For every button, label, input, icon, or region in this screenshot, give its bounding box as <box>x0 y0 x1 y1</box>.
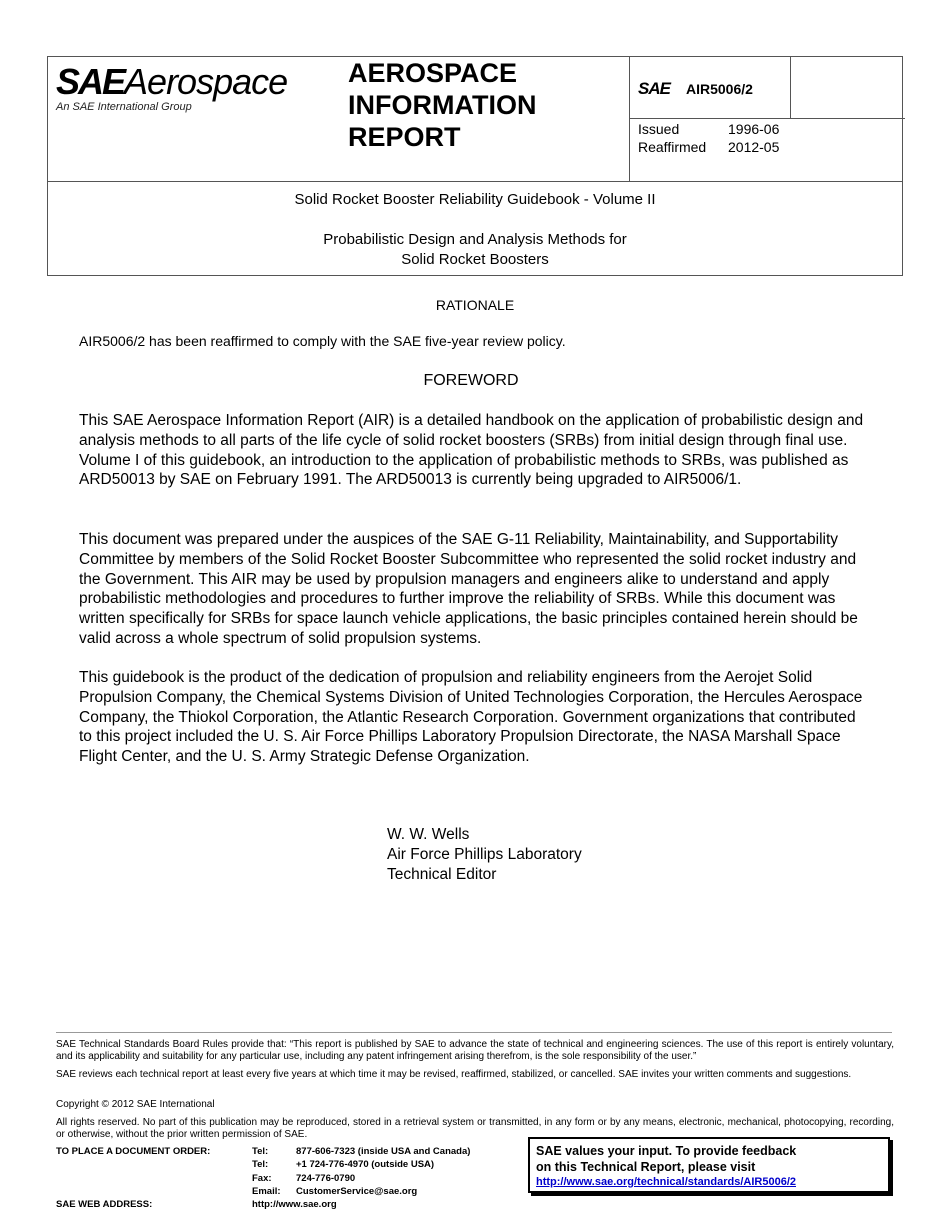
footer-review-text: SAE reviews each technical report at least every five years at which time it may be revised, reaffirmed, stabilized, or cancelled. SAE invites your written comments and suggestions. <box>56 1069 852 1080</box>
footer-rights-text: All rights reserved. No part of this publication may be reproduced, stored in a retrieval system or transmitted, in any form or by any means, electronic, mechanical, photocopying, recording, or otherwise, without the prior written permission of SAE. <box>56 1117 894 1140</box>
contact-row <box>252 1145 470 1158</box>
rationale-heading: RATIONALE <box>435 297 515 313</box>
web-address-link[interactable]: http://www.sae.org <box>252 1199 337 1210</box>
contact-label: Tel: <box>252 1159 269 1171</box>
sae-mini-logo: SAE <box>638 79 670 98</box>
contact-value[interactable]: 877-606-7323 (inside USA and Canada) <box>296 1146 471 1157</box>
feedback-line-2: on this Technical Report, please visit <box>536 1160 756 1174</box>
signature-name: W. W. Wells <box>387 826 470 843</box>
feedback-link[interactable]: http://www.sae.org/technical/standards/AIR5006/2 <box>536 1176 796 1188</box>
document-id-box <box>629 57 905 181</box>
doc-type-line: AEROSPACE <box>348 58 518 88</box>
logo-subtitle: An SAE International Group <box>56 101 192 113</box>
document-dates <box>638 120 779 156</box>
contact-row <box>252 1172 470 1185</box>
doc-type-line: INFORMATION <box>348 90 537 120</box>
signature-title: Technical Editor <box>387 866 497 883</box>
contact-label: Email: <box>252 1185 281 1197</box>
footer-copyright: Copyright © 2012 SAE International <box>56 1099 215 1110</box>
reaffirmed-label: Reaffirmed <box>638 139 707 155</box>
logo-name: Aerospace <box>124 61 288 102</box>
sae-aerospace-logo <box>56 61 306 121</box>
document-titles <box>48 181 902 270</box>
feedback-box <box>528 1137 890 1193</box>
foreword-paragraph: This guidebook is the product of the dedication of propulsion and reliability engineers from the Aerojet Solid Propulsion Company, the Chemical Systems Division of United Technologies Corporation, the Hercules Aerospace Company, the Thiokol Corporation, the Atlantic Research Corporation. Government organizations that contributed to this project included the U. S. Air Force Phillips Laboratory Propulsion Directorate, the NASA Marshall Space Flight Center, and the U. S. Army Strategic Defense Organization. <box>79 669 863 766</box>
signature-org: Air Force Phillips Laboratory <box>387 846 582 863</box>
header-top-row <box>48 57 902 182</box>
issued-date: 1996-06 <box>728 121 780 137</box>
foreword-paragraph: This SAE Aerospace Information Report (AIR) is a detailed handbook on the application of probabilistic design and analysis methods to all parts of the life cycle of solid rocket boosters (SRBs) from initial design through final use. Volume I of this guidebook, an introduction to the application of probabilistic methods to SRBs, was published as ARD50013 by SAE on February 1991. The ARD50013 is currently being upgraded to AIR5006/1. <box>79 412 864 489</box>
document-number: AIR5006/2 <box>686 81 753 97</box>
title-line-1: Solid Rocket Booster Reliability Guidebook - Volume II <box>294 191 656 208</box>
foreword-paragraph: This document was prepared under the auspices of the SAE G-11 Reliability, Maintainability, and Supportability Committee by members of the Solid Rocket Booster Subcommittee who represented the solid rocket industry and the Government. This AIR may be used by propulsion managers and engineers alike to understand and apply probabilistic methodologies and procedures to further improve the reliability of SRBs. While this document was written specifically for SRBs for space launch vehicle applications, the basic principles contained herein should be valid across a whole spectrum of solid propulsion systems. <box>79 531 858 647</box>
signature-block <box>387 825 582 885</box>
feedback-line-1: SAE values your input. To provide feedback <box>536 1144 797 1158</box>
footer-rules-text: SAE Technical Standards Board Rules provide that: “This report is published by SAE to advance the state of technical and engineering sciences. The use of this report is entirely voluntary, and its applicability and suitability for any particular use, including any patent infringement arising therefrom, is the sole responsibility of the user.” <box>56 1039 894 1062</box>
logo-brand: SAE <box>56 61 125 102</box>
email-link[interactable]: CustomerService@sae.org <box>296 1185 418 1197</box>
reaffirmed-date: 2012-05 <box>728 139 780 155</box>
issued-label: Issued <box>638 121 680 137</box>
title-line-2: Probabilistic Design and Analysis Methods for <box>323 231 627 248</box>
contact-list <box>252 1145 470 1198</box>
rationale-text: AIR5006/2 has been reaffirmed to comply with the SAE five-year review policy. <box>79 333 566 349</box>
web-label: SAE WEB ADDRESS: <box>56 1199 153 1210</box>
contact-row <box>252 1185 470 1198</box>
order-label: TO PLACE A DOCUMENT ORDER: <box>56 1146 211 1157</box>
empty-cell <box>790 57 905 119</box>
foreword-heading: FOREWORD <box>423 372 519 389</box>
contact-value[interactable]: +1 724-776-4970 (outside USA) <box>296 1159 435 1171</box>
footer-divider <box>56 1032 892 1033</box>
contact-row <box>252 1158 470 1171</box>
document-type <box>348 57 536 153</box>
document-number-cell <box>630 57 791 119</box>
doc-type-line: REPORT <box>348 122 461 152</box>
contact-label: Fax: <box>252 1172 272 1184</box>
title-line-3: Solid Rocket Boosters <box>401 251 549 268</box>
header-box <box>47 56 903 276</box>
contact-label: Tel: <box>252 1146 269 1157</box>
contact-value: 724-776-0790 <box>296 1172 356 1184</box>
